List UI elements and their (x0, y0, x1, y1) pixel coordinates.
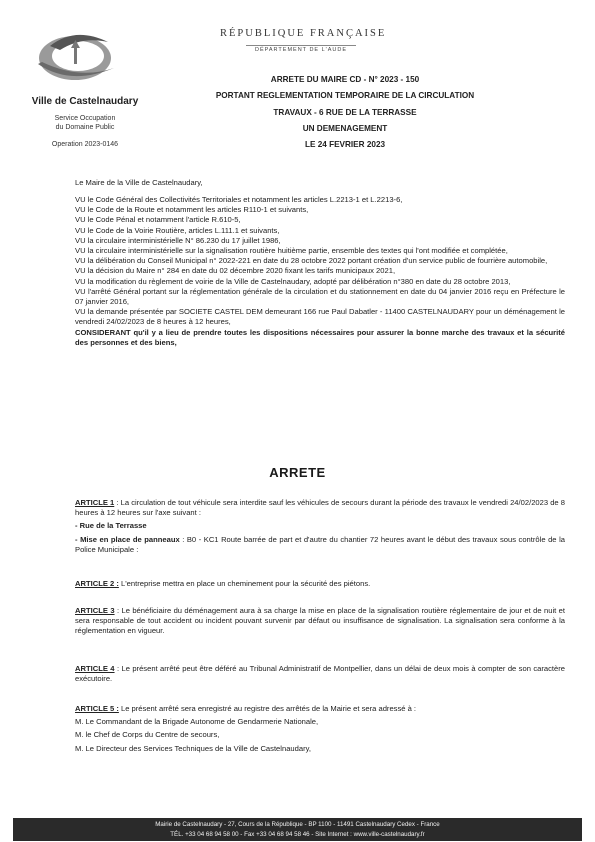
operation-number: Operation 2023-0146 (51, 141, 119, 148)
republique-header: RÉPUBLIQUE FRANÇAISE (220, 28, 387, 39)
vu-item: VU l'arrêté Général portant sur la réglementation générale de la circulation et du stationnement en date du 04 janvier 2016 reçu en Préfecture le 07 janvier 2016, (75, 286, 565, 307)
title-line-4: UN DEMENAGEMENT (302, 123, 388, 133)
article-1-mise-label: - Mise en place de panneaux (75, 534, 180, 544)
recipient-1: M. Le Commandant de la Brigade Autonome de Gendarmerie Nationale, (75, 717, 319, 727)
service-line-2: du Domaine Public (55, 124, 115, 131)
service-label (30, 114, 140, 132)
article-3 (75, 606, 565, 637)
article-4 (75, 664, 565, 684)
article-2-label: ARTICLE 2 : (75, 579, 119, 588)
recipient-3: M. Le Directeur des Services Techniques de la Ville de Castelnaudary, (75, 743, 311, 753)
article-1-street: - Rue de la Terrasse (75, 521, 147, 531)
article-2 (75, 579, 565, 589)
footer-contact: TÉL. +33 04 68 94 58 00 - Fax +33 04 68 94 58 46 - Site Internet : www.ville-castelnaudary.fr (170, 830, 425, 838)
article-4-body: : Le présent arrêté peut être déféré au Tribunal Administratif de Montpellier, dans un délai de deux mois à compter de son caractère exécutoire. (75, 664, 565, 684)
title-line-1: ARRETE DU MAIRE CD - N° 2023 - 150 (270, 75, 420, 84)
footer-bar (13, 818, 582, 841)
vu-list (75, 195, 565, 348)
vu-item: VU le Code Pénal et notamment l'article R.610-5, (75, 215, 241, 225)
intro-text: Le Maire de la Ville de Castelnaudary, (75, 178, 203, 187)
city-name: Ville de Castelnaudary (31, 96, 139, 107)
article-1-mise-body: : B0 - KC1 Route barrée de part et d'autre du chantier 72 heures avant le début des travaux sous contrôle de la Police Municipale : (75, 534, 565, 554)
city-logo (30, 28, 120, 90)
article-1-mise (75, 535, 565, 555)
footer-address: Mairie de Castelnaudary - 27, Cours de la République - BP 1100 - 11491 Castelnaudary Cedex - France (155, 821, 440, 828)
vu-item: VU le Code de la Voirie Routière, articles L.111.1 et suivants, (75, 225, 280, 235)
article-2-body: L'entreprise mettra en place un cheminement pour la sécurité des piétons. (118, 579, 371, 588)
article-1-text (75, 498, 565, 518)
article-2-text (75, 579, 565, 589)
vu-item: VU le Code de la Route et notamment les articles R110-1 et suivants, (75, 205, 309, 215)
recipient-2: M. le Chef de Corps du Centre de secours, (75, 730, 220, 740)
vu-item: VU la circulaire interministérielle N° 86.230 du 17 juillet 1986, (75, 235, 281, 245)
article-3-label: ARTICLE 3 (75, 606, 115, 615)
article-1-label: ARTICLE 1 (75, 498, 115, 507)
title-line-5: LE 24 FEVRIER 2023 (304, 140, 386, 150)
article-4-label: ARTICLE 4 (75, 664, 115, 673)
article-3-text (75, 606, 565, 637)
article-5 (75, 704, 565, 754)
article-1 (75, 498, 565, 555)
title-line-3: TRAVAUX - 6 RUE DE LA TERRASSE (273, 107, 417, 117)
departement-header: DÉPARTEMENT DE L'AUDE (246, 45, 356, 53)
vu-item: VU la décision du Maire n° 284 en date du 02 décembre 2020 fixant les tarifs municipaux 2021, (75, 266, 396, 276)
arrete-heading: ARRETE (269, 465, 326, 480)
article-5-text (75, 704, 565, 714)
vu-item: VU la délibération du Conseil Municipal n° 2022-221 en date du 28 octobre 2022 portant création d'un service public de fourrière automobile, (75, 256, 548, 266)
vu-item: VU la modification du règlement de voirie de la Ville de Castelnaudary, adopté par délibération n°380 en date du 28 octobre 2013, (75, 276, 511, 286)
vu-item: VU le Code Général des Collectivités Territoriales et notamment les articles L.2213-1 et L.2213-6, (75, 195, 403, 204)
considerant-item: CONSIDERANT qu'il y a lieu de prendre toutes les dispositions nécessaires pour assurer la bonne marche des travaux et la sécurité des personnes et des biens, (75, 327, 565, 347)
article-5-label: ARTICLE 5 : (75, 704, 119, 713)
article-1-body: : La circulation de tout véhicule sera interdite sauf les véhicules de secours durant la période des travaux le vendredi 24/02/2023 de 8 heures à 12 heures sur l'axe suivant : (75, 498, 565, 518)
title-line-2: PORTANT REGLEMENTATION TEMPORAIRE DE LA CIRCULATION (215, 91, 475, 101)
article-4-text (75, 664, 565, 684)
document-title (150, 72, 540, 153)
service-line-1: Service Occupation (54, 115, 116, 122)
article-5-body: Le présent arrêté sera enregistré au registre des arrêtés de la Mairie et sera adressé à : (118, 704, 417, 713)
vu-item: VU la circulaire interministérielle sur la signalisation routière huitième partie, ensemble des textes qui l'ont modifiée et complétée, (75, 246, 508, 256)
article-3-body: : Le bénéficiaire du déménagement aura à sa charge la mise en place de la signalisation routière réglementaire de jour et de nuit et sera responsable de tout accident ou incident pouvant survenir par défaut ou insuffisance de signalisation. La signalisation sera conforme à la réglementation en vigueur. (75, 606, 565, 636)
vu-item: VU la demande présentée par SOCIETE CASTEL DEM demeurant 166 rue Paul Dabatler - 11400 CASTELNAUDARY pour un déménagement le vendredi 24/02/2023 de 8 heures à 12 heures, (75, 307, 565, 327)
